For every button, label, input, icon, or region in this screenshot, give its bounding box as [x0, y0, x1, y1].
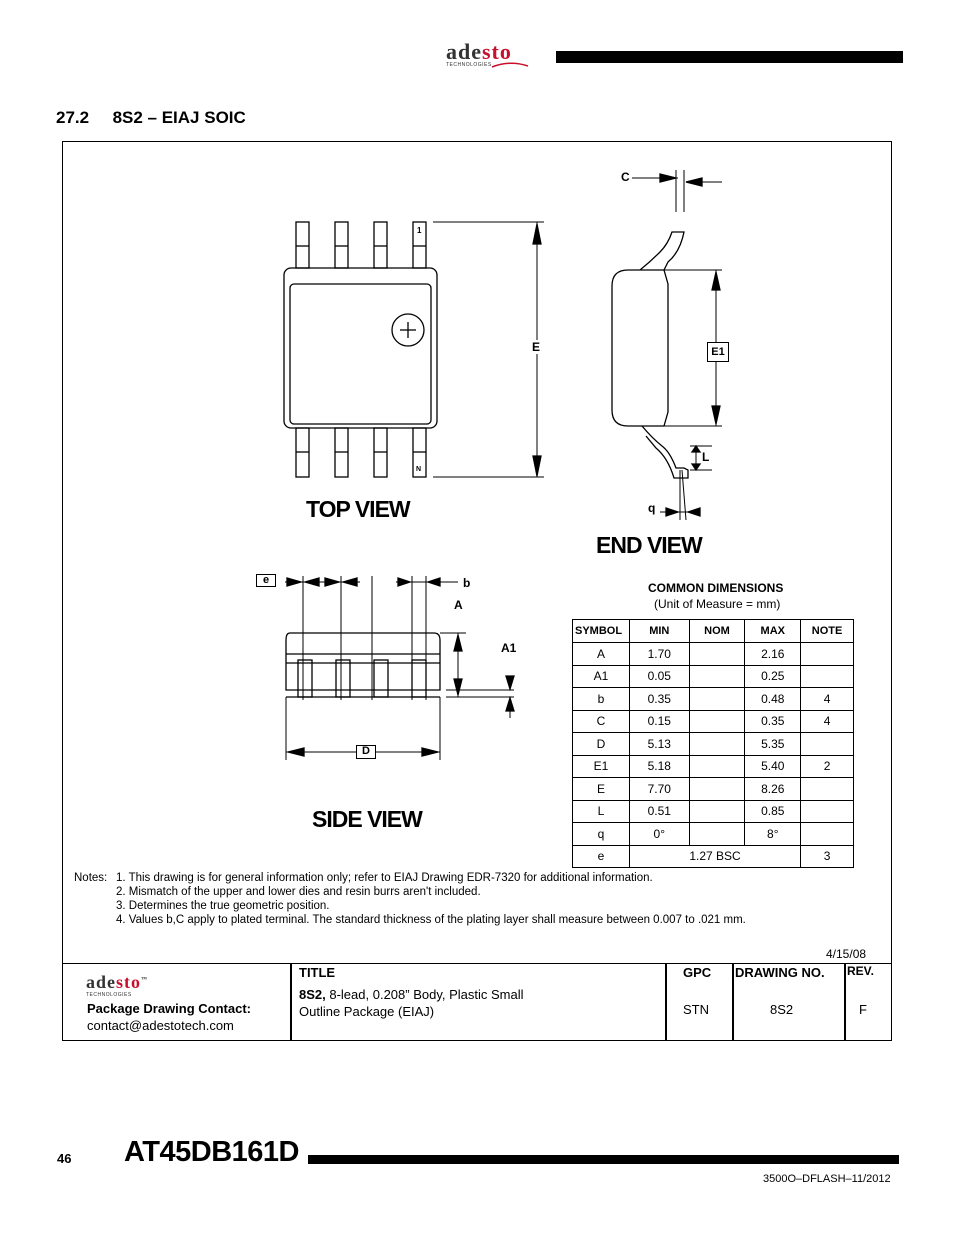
- max-cell: 5.35: [745, 733, 801, 756]
- nom-cell: [689, 643, 745, 666]
- symbol-cell: L: [573, 800, 630, 823]
- symbol-cell: b: [573, 688, 630, 711]
- common-dimensions-title: COMMON DIMENSIONS: [648, 581, 784, 595]
- table-row: [573, 665, 854, 688]
- symbol-cell: e: [573, 845, 630, 868]
- note-cell: [801, 823, 854, 846]
- max-cell: 0.48: [745, 688, 801, 711]
- page-number: 46: [57, 1151, 72, 1166]
- note-cell: [801, 800, 854, 823]
- note-cell: 4: [801, 710, 854, 733]
- note-cell: [801, 643, 854, 666]
- note-item: 2. Mismatch of the upper and lower dies and resin burrs aren't included.: [116, 886, 481, 898]
- dim-A-label: A: [454, 598, 463, 612]
- contact-label: Package Drawing Contact:: [87, 1001, 251, 1016]
- logo-text-a: ade: [446, 39, 482, 64]
- min-cell: 1.70: [629, 643, 689, 666]
- max-cell: 0.25: [745, 665, 801, 688]
- min-cell: 5.13: [629, 733, 689, 756]
- table-row: [573, 823, 854, 846]
- table-row: [573, 845, 854, 868]
- top-view-outline: [284, 222, 437, 477]
- symbol-cell: A1: [573, 665, 630, 688]
- dimensions-table: [572, 619, 854, 868]
- top-view-label: TOP VIEW: [306, 496, 410, 522]
- max-cell: 8.26: [745, 778, 801, 801]
- drawing-date: 4/15/08: [826, 947, 867, 961]
- symbol-cell: q: [573, 823, 630, 846]
- symbol-cell: D: [573, 733, 630, 756]
- footer-bar: [308, 1155, 899, 1164]
- table-row: [573, 755, 854, 778]
- header-symbol: SYMBOL: [573, 620, 630, 643]
- max-cell: 8°: [745, 823, 801, 846]
- min-cell: 5.18: [629, 755, 689, 778]
- pinN-label: N: [416, 466, 422, 473]
- note-cell: 4: [801, 688, 854, 711]
- gpc-label: GPC: [683, 965, 712, 980]
- tb-logo-b: sto: [116, 972, 141, 992]
- title-bold: 8S2,: [299, 987, 326, 1002]
- tb-logo-a: ade: [86, 972, 116, 992]
- note-item: 1. This drawing is for general information only; refer to EIAJ Drawing EDR-7320 for additional information.: [116, 872, 653, 884]
- title-label: TITLE: [299, 965, 336, 980]
- note-item: 3. Determines the true geometric position.: [116, 900, 330, 912]
- min-cell: 0.05: [629, 665, 689, 688]
- nom-cell: [689, 733, 745, 756]
- header-min: MIN: [629, 620, 689, 643]
- end-view-label: END VIEW: [596, 532, 702, 558]
- table-row: [573, 688, 854, 711]
- side-view-label: SIDE VIEW: [312, 806, 422, 832]
- logo-text-b: sto: [482, 39, 512, 64]
- tb-logo-tm: ™: [141, 977, 148, 983]
- nom-cell: [689, 800, 745, 823]
- max-cell: 0.85: [745, 800, 801, 823]
- nom-cell: [689, 688, 745, 711]
- title-line-1: 8-lead, 0.208” Body, Plastic Small: [325, 987, 524, 1002]
- logo-subtext: TECHNOLOGIES: [446, 62, 492, 68]
- dim-E1-label: E1: [707, 342, 729, 362]
- title-text: [299, 986, 524, 1020]
- min-cell: 0.51: [629, 800, 689, 823]
- dim-L-label: L: [702, 450, 710, 464]
- rev-value: F: [859, 1002, 867, 1017]
- dim-A1-label: A1: [501, 641, 517, 655]
- tb-logo-sub: TECHNOLOGIES: [86, 992, 132, 998]
- dim-b-label: b: [463, 576, 471, 590]
- document-title: AT45DB161D: [124, 1136, 299, 1168]
- section-title: 8S2 – EIAJ SOIC: [112, 108, 246, 127]
- nom-cell: [689, 665, 745, 688]
- max-cell: 5.40: [745, 755, 801, 778]
- dim-C-label: C: [621, 170, 630, 184]
- note-cell: [801, 733, 854, 756]
- min-cell: 0°: [629, 823, 689, 846]
- dim-q-label: q: [648, 501, 656, 515]
- min-cell: 0.15: [629, 710, 689, 733]
- contact-email: contact@adestotech.com: [87, 1018, 234, 1033]
- pin1-label: 1: [417, 226, 422, 235]
- title-block: [62, 963, 892, 1041]
- document-code: 3500O–DFLASH–11/2012: [763, 1173, 891, 1185]
- table-row: [573, 733, 854, 756]
- dim-e-label: e: [256, 574, 276, 587]
- drawing-no-value: 8S2: [770, 1002, 794, 1017]
- header-max: MAX: [745, 620, 801, 643]
- rev-label: REV.: [847, 964, 874, 978]
- table-row: [573, 800, 854, 823]
- note-cell: 3: [801, 845, 854, 868]
- symbol-cell: E1: [573, 755, 630, 778]
- min-cell: 7.70: [629, 778, 689, 801]
- note-cell: [801, 778, 854, 801]
- side-view-outline: [286, 633, 440, 697]
- title-line-2: Outline Package (EIAJ): [299, 1004, 435, 1019]
- nom-cell: [689, 755, 745, 778]
- header-nom: NOM: [689, 620, 745, 643]
- symbol-cell: A: [573, 643, 630, 666]
- gpc-value: STN: [683, 1002, 709, 1017]
- max-cell: 0.35: [745, 710, 801, 733]
- table-row: [573, 643, 854, 666]
- max-cell: 2.16: [745, 643, 801, 666]
- header-note: NOTE: [801, 620, 854, 643]
- symbol-cell: E: [573, 778, 630, 801]
- table-row: [573, 710, 854, 733]
- section-number: 27.2: [56, 108, 90, 127]
- dim-D-label: D: [356, 745, 376, 759]
- notes-prefix: Notes:: [74, 872, 108, 884]
- bsc-cell: 1.27 BSC: [629, 845, 800, 868]
- dimensions-header-row: [573, 620, 854, 643]
- note-cell: 2: [801, 755, 854, 778]
- note-item: 4. Values b,C apply to plated terminal. The standard thickness of the plating layer shall measure between 0.007 to .021 mm.: [116, 914, 746, 926]
- end-view-outline: [612, 232, 688, 478]
- dim-E-label: E: [532, 340, 541, 354]
- drawing-no-label: DRAWING NO.: [735, 965, 825, 980]
- nom-cell: [689, 710, 745, 733]
- common-dimensions-subtitle: (Unit of Measure = mm): [654, 597, 781, 611]
- nom-cell: [689, 778, 745, 801]
- title-block-logo: [86, 970, 148, 998]
- symbol-cell: C: [573, 710, 630, 733]
- table-row: [573, 778, 854, 801]
- min-cell: 0.35: [629, 688, 689, 711]
- nom-cell: [689, 823, 745, 846]
- note-cell: [801, 665, 854, 688]
